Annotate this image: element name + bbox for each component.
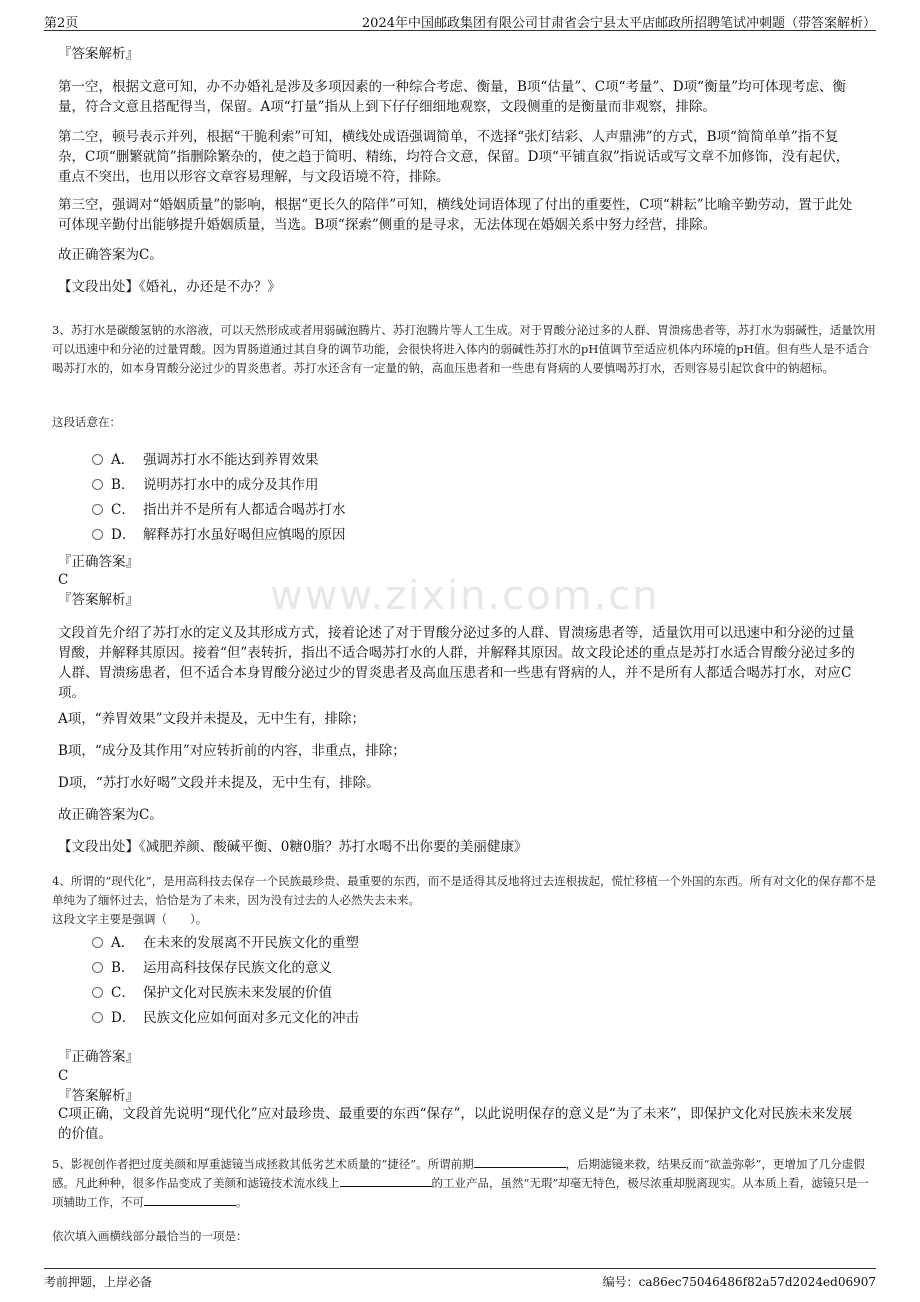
option-text: 说明苏打水中的成分及其作用 [143,477,319,493]
q4-option-d[interactable]: D． 民族文化应如何面对多元文化的冲击 [92,1009,359,1027]
q5-stem: 5、影视创作者把过度美颜和厚重滤镜当成拯救其低劣艺术质量的“捷径”。所谓前期 ，后期滤镜来救，结果反而“欲盖弥彰”，更增加了几分虚假感。凡此种种，很多作品变成了美颜和滤镜技术流水线上 的工业产品，虽然“无瑕”却毫无特色，极尽浓重却脱离现实。从本质上看，滤镜只是一项辅助工作，不可 。 [52,1157,869,1209]
q3-analysis-label: 『答案解析』 [58,592,139,608]
fill-blank-2[interactable] [340,1174,432,1187]
option-text: 指出并不是所有人都适合喝苏打水 [143,502,346,518]
page-header [44,10,876,31]
q3-analysis-d: D项，“苏打水好喝”文段并未提及，无中生有，排除。 [58,775,380,791]
q3-analysis-b: B项，“成分及其作用”对应转折前的内容，非重点，排除； [58,743,406,759]
q3-prompt: 这段话意在： [52,415,121,429]
q4-option-a[interactable]: A． 在未来的发展离不开民族文化的重塑 [92,934,359,952]
radio-icon[interactable] [92,962,103,973]
fill-blank-1[interactable] [474,1155,566,1168]
option-text: 保护文化对民族未来发展的价值 [143,985,332,1001]
q3-option-b[interactable]: B． 说明苏打水中的成分及其作用 [92,476,319,494]
q3-answer: C [58,572,69,588]
q2-analysis-label: 『答案解析』 [58,46,139,62]
q2-source: 【文段出处】《婚礼，办还是不办？》 [58,279,281,295]
q2-analysis-para-2: 第二空，顿号表示并列，根据“干脆利索”可知，横线处成语强调简单，不选择“张灯结彩、人声鼎沸”的方式，B项“简简单单”指不复杂，C项“删繁就简”指删除繁杂的，使之趋于简明、精练，均符合文意，保留。D项“平铺直叙”指说话或写文章不加修饰，没有起伏，重点不突出，也用以形容文章容易理解，与文段语境不符，排除。 [58,129,850,185]
q3-option-a[interactable]: A． 强调苏打水不能达到养胃效果 [92,451,319,469]
radio-icon[interactable] [92,937,103,948]
document-id: 编号：ca86ec75046486f82a57d2024ed06907 [602,1275,876,1289]
q3-conclusion: 故正确答案为C。 [58,807,163,823]
q3-source: 【文段出处】《减肥养颜、酸碱平衡、0糖0脂？苏打水喝不出你要的美丽健康》 [58,839,528,855]
radio-icon[interactable] [92,1012,103,1023]
q2-analysis-para-3: 第三空，强调对“婚姻质量”的影响，根据“更长久的陪伴”可知，横线处词语体现了付出的重要性，C项“耕耘”比喻辛勤劳动，置于此处可体现辛勤付出能够提升婚姻质量，当选。B项“探索”侧重的是寻求，无法体现在婚姻关系中努力经营，排除。 [58,197,853,233]
q4-prompt: 这段文字主要是强调（ ）。 [52,912,208,926]
q3-analysis-a: A项，“养胃效果”文段并未提及，无中生有，排除； [58,711,366,727]
q3-analysis-para-1: 文段首先介绍了苏打水的定义及其形成方式，接着论述了对于胃酸分泌过多的人群、胃溃疡患者等，适量饮用可以迅速中和分泌的过量胃酸，并解释其原因。接着“但”表转折，指出不适合喝苏打水的人群，并解释其原因。故文段论述的重点是苏打水适合胃酸分泌过多的人群、胃溃疡患者，但不适合本身胃酸分泌过少的胃炎患者及高血压患者和一些患有肾病的人，并不是所有人都适合喝苏打水，对应C项。 [58,625,855,701]
q3-option-c[interactable]: C． 指出并不是所有人都适合喝苏打水 [92,501,346,519]
q5-prompt: 依次填入画横线部分最恰当的一项是： [52,1229,248,1243]
q4-answer: C [58,1068,69,1084]
option-text: 运用高科技保存民族文化的意义 [143,960,332,976]
q2-conclusion: 故正确答案为C。 [58,247,163,263]
radio-icon[interactable] [92,529,103,540]
page-footer [44,1268,876,1293]
q4-option-c[interactable]: C． 保护文化对民族未来发展的价值 [92,984,332,1002]
q4-stem: 4、所谓的“现代化”，是用高科技去保存一个民族最珍贵、最重要的东西，而不是适得其反地将过去连根拔起，慌忙移植一个外国的东西。所有对文化的保存都不是单纯为了缅怀过去，恰恰是为了未来，因为没有过去的人必然失去未来。 [52,874,877,907]
document-title: 2024年中国邮政集团有限公司甘肃省会宁县太平店邮政所招聘笔试冲刺题（带答案解析） [361,16,876,31]
radio-icon[interactable] [92,504,103,515]
q3-answer-label: 『正确答案』 [58,554,139,570]
q4-analysis: C项正确，文段首先说明“现代化”应对最珍贵、最重要的东西“保存”，以此说明保存的意义是“为了未来”，即保护文化对民族未来发展的价值。 [58,1106,853,1142]
fill-blank-3[interactable] [144,1193,236,1206]
option-text: 民族文化应如何面对多元文化的冲击 [143,1010,359,1026]
page-number: 第2页 [44,16,79,31]
q3-option-d[interactable]: D． 解释苏打水虽好喝但应慎喝的原因 [92,526,346,544]
watermark: www.zixin.com.cn [270,573,660,619]
q4-option-b[interactable]: B． 运用高科技保存民族文化的意义 [92,959,332,977]
q2-analysis-para-1: 第一空，根据文意可知，办不办婚礼是涉及多项因素的一种综合考虑、衡量，B项“估量”、C项“考量”、D项“衡量”均可体现考虑、衡量，符合文意且搭配得当，保留。A项“打量”指从上到下仔仔细细地观察，文段侧重的是衡量而非观察，排除。 [58,79,846,115]
q4-analysis-label: 『答案解析』 [58,1088,139,1104]
radio-icon[interactable] [92,454,103,465]
radio-icon[interactable] [92,479,103,490]
q3-stem: 3、苏打水是碳酸氢钠的水溶液，可以天然形成或者用弱碱泡腾片、苏打泡腾片等人工生成。对于胃酸分泌过多的人群、胃溃疡患者等，苏打水为弱碱性，适量饮用可以迅速中和分泌的过量胃酸。因为胃肠道通过其自身的调节功能，会很快将进入体内的弱碱性苏打水的pH值调节至适应机体内环境的pH值。但有些人是不适合喝苏打水的，如本身胃酸分泌过少的胃炎患者。苏打水还含有一定量的钠，高血压患者和一些患有肾病的人要慎喝苏打水，否则容易引起饮食中的钠超标。 [52,323,876,375]
q4-answer-label: 『正确答案』 [58,1049,139,1065]
radio-icon[interactable] [92,987,103,998]
option-text: 强调苏打水不能达到养胃效果 [143,452,319,468]
footer-slogan: 考前押题，上岸必备 [44,1275,153,1289]
option-text: 在未来的发展离不开民族文化的重塑 [143,935,359,951]
option-text: 解释苏打水虽好喝但应慎喝的原因 [143,527,346,543]
